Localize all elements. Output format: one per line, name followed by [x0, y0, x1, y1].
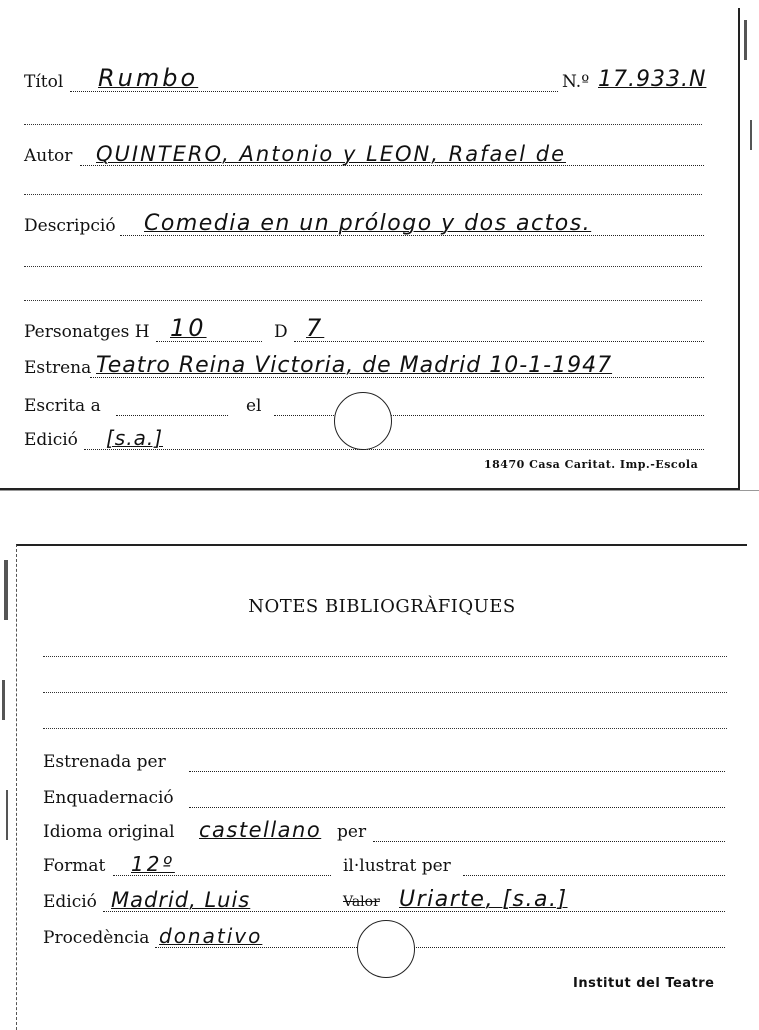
illustrated-label: il·lustrat per: [343, 856, 451, 876]
scan-speck: [750, 120, 752, 150]
separator-line: [0, 490, 759, 491]
description-label: Descripció: [24, 216, 116, 236]
notes-line: [43, 728, 727, 729]
edition-publisher-value: Uriarte, [s.a.]: [399, 887, 568, 912]
edition-struck-word: Valor: [343, 894, 380, 910]
divider: [24, 266, 702, 267]
characters-row: [24, 316, 724, 346]
written-on-label: el: [246, 396, 262, 416]
title-label: Títol: [24, 72, 64, 92]
edition-label-back: Edició: [43, 892, 97, 912]
provenance-value: donativo: [159, 924, 263, 948]
divider: [24, 300, 702, 301]
scan-speck: [2, 680, 5, 720]
scan-speck: [744, 20, 747, 60]
edition-row-back: [43, 886, 727, 916]
format-row: [43, 850, 727, 880]
scan-speck: [4, 560, 8, 620]
characters-d-label: D: [274, 322, 288, 342]
title-row: [24, 66, 724, 96]
premiered-by-row: [43, 746, 727, 776]
institution-stamp: Institut del Teatre: [573, 976, 715, 991]
number-label: N.º: [562, 72, 590, 92]
format-label: Format: [43, 856, 106, 876]
description-value: Comedia en un prólogo y dos actos.: [144, 211, 592, 236]
number-value: 17.933.N: [598, 67, 707, 92]
divider: [24, 194, 702, 195]
premiere-row: [24, 352, 724, 382]
provenance-label: Procedència: [43, 928, 150, 948]
edition-place-value: Madrid, Luis: [111, 888, 251, 912]
premiere-label: Estrena: [24, 358, 92, 378]
notes-line: [43, 692, 727, 693]
description-row: [24, 210, 724, 240]
punch-hole: [334, 392, 392, 450]
format-value: 12º: [131, 852, 175, 876]
edition-value: [s.a.]: [106, 426, 163, 450]
notes-line: [43, 656, 727, 657]
catalog-card-back: [16, 544, 747, 1030]
punch-hole: [357, 920, 415, 978]
characters-d-value: 7: [306, 314, 325, 342]
notes-title: NOTES BIBLIOGRÀFIQUES: [248, 596, 516, 617]
premiered-by-label: Estrenada per: [43, 752, 166, 772]
divider: [24, 124, 702, 125]
author-value: QUINTERO, Antonio y LEON, Rafael de: [96, 142, 567, 166]
characters-label: Personatges H: [24, 322, 150, 342]
edition-label: Edició: [24, 430, 78, 450]
author-row: [24, 140, 724, 170]
title-value: Rumbo: [98, 64, 199, 92]
language-row: [43, 816, 727, 846]
premiere-value: Teatro Reina Victoria, de Madrid 10-1-1947: [96, 353, 613, 378]
written-at-label: Escrita a: [24, 396, 101, 416]
language-label: Idioma original: [43, 822, 175, 842]
scan-speck: [6, 790, 8, 840]
language-value: castellano: [199, 818, 322, 842]
translator-label: per: [337, 822, 367, 842]
characters-h-value: 10: [170, 314, 207, 342]
binding-row: [43, 782, 727, 812]
binding-label: Enquadernació: [43, 788, 174, 808]
catalog-card-front: [0, 8, 740, 490]
printer-imprint: 18470 Casa Caritat. Imp.-Escola: [484, 458, 699, 471]
author-label: Autor: [24, 146, 73, 166]
